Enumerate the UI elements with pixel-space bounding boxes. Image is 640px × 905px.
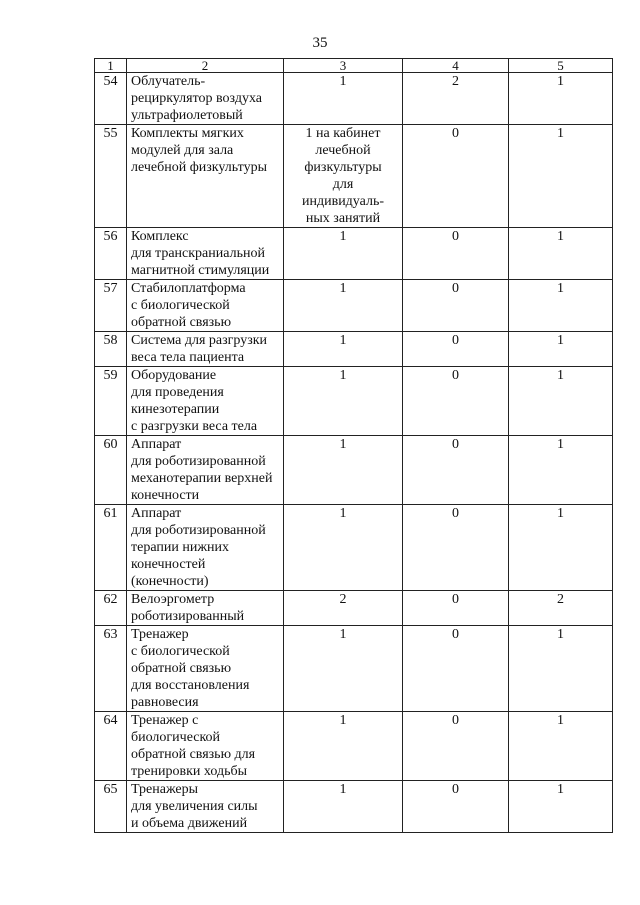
quantity-col-4: 0 bbox=[403, 228, 509, 280]
quantity-col-3: 1 bbox=[284, 436, 403, 505]
quantity-col-5: 1 bbox=[509, 332, 613, 367]
table-row bbox=[95, 228, 613, 280]
quantity-col-4: 2 bbox=[403, 73, 509, 125]
table-row bbox=[95, 367, 613, 436]
quantity-col-5: 1 bbox=[509, 228, 613, 280]
row-number: 56 bbox=[95, 228, 127, 280]
row-number: 62 bbox=[95, 591, 127, 626]
row-number: 65 bbox=[95, 781, 127, 833]
equipment-name: Аппарат для роботизированной терапии нижних конечностей (конечности) bbox=[127, 505, 284, 591]
row-number: 60 bbox=[95, 436, 127, 505]
table-row bbox=[95, 125, 613, 228]
quantity-col-5: 1 bbox=[509, 712, 613, 781]
table-row bbox=[95, 73, 613, 125]
row-number: 63 bbox=[95, 626, 127, 712]
column-header-4: 4 bbox=[403, 59, 509, 73]
column-header-1: 1 bbox=[95, 59, 127, 73]
quantity-col-5: 1 bbox=[509, 125, 613, 228]
table-row bbox=[95, 781, 613, 833]
row-number: 59 bbox=[95, 367, 127, 436]
equipment-name: Облучатель- рециркулятор воздуха ультрафиолетовый bbox=[127, 73, 284, 125]
row-number: 58 bbox=[95, 332, 127, 367]
quantity-col-5: 1 bbox=[509, 280, 613, 332]
equipment-name: Стабилоплатформа с биологической обратной связью bbox=[127, 280, 284, 332]
quantity-col-5: 1 bbox=[509, 505, 613, 591]
table-row bbox=[95, 505, 613, 591]
equipment-name: Система для разгрузки веса тела пациента bbox=[127, 332, 284, 367]
quantity-col-3: 1 bbox=[284, 73, 403, 125]
quantity-col-5: 1 bbox=[509, 367, 613, 436]
quantity-col-3: 1 bbox=[284, 712, 403, 781]
table-row bbox=[95, 626, 613, 712]
quantity-col-3: 1 bbox=[284, 228, 403, 280]
quantity-col-4: 0 bbox=[403, 367, 509, 436]
table-row bbox=[95, 280, 613, 332]
quantity-col-4: 0 bbox=[403, 591, 509, 626]
quantity-col-3: 1 bbox=[284, 505, 403, 591]
quantity-col-3: 1 bbox=[284, 332, 403, 367]
equipment-name: Тренажер с биологической обратной связью для восстановления равновесия bbox=[127, 626, 284, 712]
equipment-name: Тренажеры для увеличения силы и объема движений bbox=[127, 781, 284, 833]
equipment-name: Велоэргометр роботизированный bbox=[127, 591, 284, 626]
row-number: 54 bbox=[95, 73, 127, 125]
equipment-name: Аппарат для роботизированной механотерапии верхней конечности bbox=[127, 436, 284, 505]
quantity-col-4: 0 bbox=[403, 505, 509, 591]
page-number: 35 bbox=[312, 35, 328, 51]
row-number: 57 bbox=[95, 280, 127, 332]
quantity-col-5: 1 bbox=[509, 436, 613, 505]
quantity-col-5: 2 bbox=[509, 591, 613, 626]
quantity-col-5: 1 bbox=[509, 626, 613, 712]
quantity-col-4: 0 bbox=[403, 332, 509, 367]
quantity-col-5: 1 bbox=[509, 781, 613, 833]
equipment-name: Тренажер с биологической обратной связью для тренировки ходьбы bbox=[127, 712, 284, 781]
quantity-col-5: 1 bbox=[509, 73, 613, 125]
row-number: 61 bbox=[95, 505, 127, 591]
table-row bbox=[95, 436, 613, 505]
column-header-5: 5 bbox=[509, 59, 613, 73]
quantity-col-4: 0 bbox=[403, 436, 509, 505]
quantity-col-3: 1 bbox=[284, 781, 403, 833]
quantity-col-3: 1 bbox=[284, 367, 403, 436]
row-number: 55 bbox=[95, 125, 127, 228]
quantity-col-3: 1 на кабинет лечебной физкультуры для индивидуаль- ных занятий bbox=[284, 125, 403, 228]
quantity-col-4: 0 bbox=[403, 781, 509, 833]
row-number: 64 bbox=[95, 712, 127, 781]
equipment-name: Комплекс для транскраниальной магнитной стимуляции bbox=[127, 228, 284, 280]
equipment-table bbox=[94, 58, 613, 833]
quantity-col-3: 2 bbox=[284, 591, 403, 626]
equipment-name: Оборудование для проведения кинезотерапии с разгрузки веса тела bbox=[127, 367, 284, 436]
table-row bbox=[95, 591, 613, 626]
quantity-col-3: 1 bbox=[284, 280, 403, 332]
table-row bbox=[95, 712, 613, 781]
column-header-3: 3 bbox=[284, 59, 403, 73]
equipment-name: Комплекты мягких модулей для зала лечебной физкультуры bbox=[127, 125, 284, 228]
column-header-2: 2 bbox=[127, 59, 284, 73]
quantity-col-3: 1 bbox=[284, 626, 403, 712]
quantity-col-4: 0 bbox=[403, 280, 509, 332]
quantity-col-4: 0 bbox=[403, 125, 509, 228]
quantity-col-4: 0 bbox=[403, 626, 509, 712]
header-row bbox=[95, 59, 613, 73]
quantity-col-4: 0 bbox=[403, 712, 509, 781]
table-row bbox=[95, 332, 613, 367]
